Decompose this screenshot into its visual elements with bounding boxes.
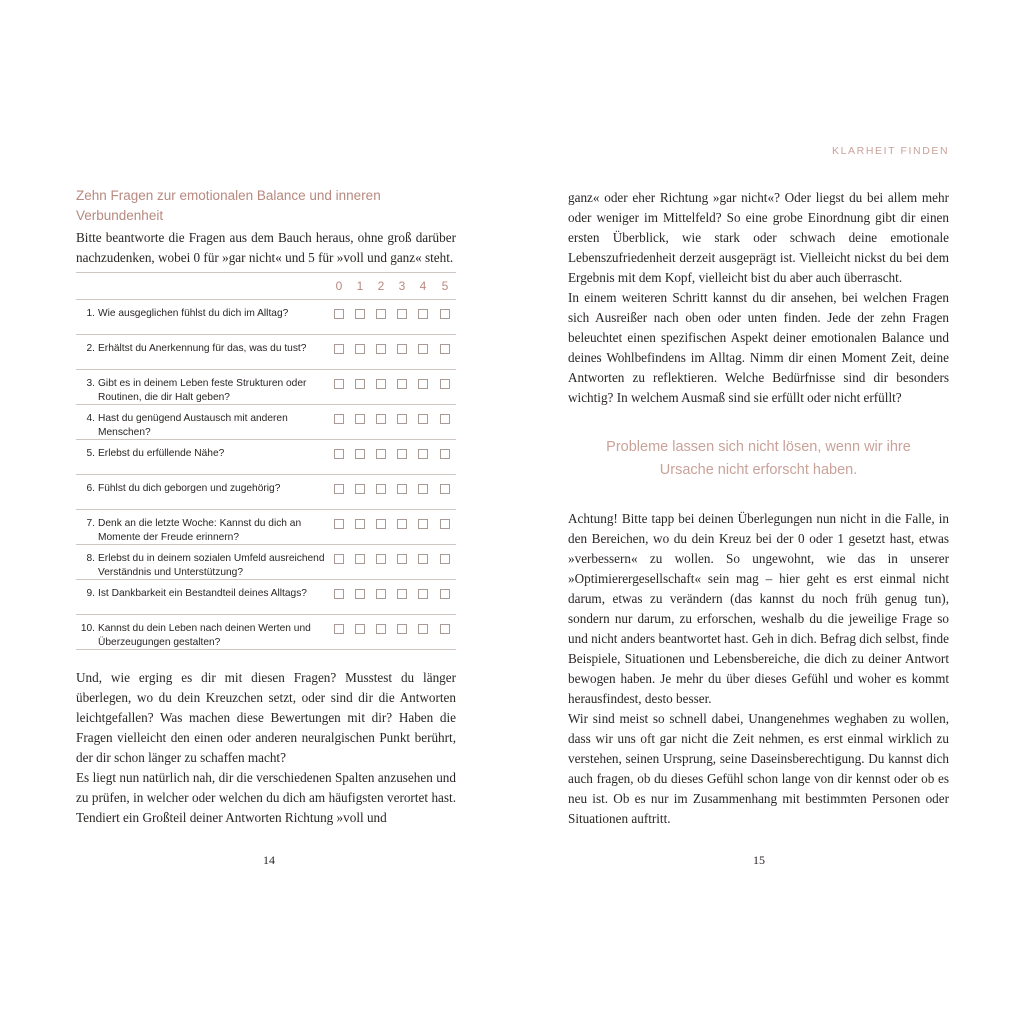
question-number: 4. — [86, 413, 95, 424]
scale-number: 2 — [377, 279, 385, 293]
left-body-text — [76, 668, 456, 828]
question-number: 3. — [86, 378, 95, 389]
table-row — [76, 510, 456, 545]
rating-checkbox-1[interactable] — [355, 519, 365, 529]
rating-checkbox-3[interactable] — [397, 589, 407, 599]
rating-checkbox-0[interactable] — [334, 484, 344, 494]
rating-checkbox-4[interactable] — [418, 554, 428, 564]
question-text: Denk an die letzte Woche: Kannst du dich an Momente der Freude erinnern? — [98, 518, 302, 543]
scale-number: 0 — [335, 279, 343, 293]
rating-checkbox-3[interactable] — [397, 344, 407, 354]
rating-checkbox-1[interactable] — [355, 379, 365, 389]
table-row — [76, 440, 456, 475]
rating-checkbox-2[interactable] — [376, 519, 386, 529]
table-row — [76, 545, 456, 580]
question-text: Hast du genügend Austausch mit anderen Menschen? — [98, 413, 288, 438]
rating-checkbox-4[interactable] — [418, 379, 428, 389]
rating-checkbox-5[interactable] — [440, 449, 450, 459]
question-number: 1. — [86, 308, 95, 319]
table-row — [76, 335, 456, 370]
question-number: 5. — [86, 448, 95, 459]
rating-checkbox-4[interactable] — [418, 344, 428, 354]
rating-checkbox-4[interactable] — [418, 589, 428, 599]
scale-header — [76, 272, 456, 300]
paragraph: Achtung! Bitte tapp bei deinen Überlegungen nun nicht in die Falle, in den Bereichen, wo du dein Kreuz bei der 0 oder 1 gesetzt hast, etwas »verbessern« zu wollen. So ungewohnt, wie das in unserer »Optimierergesellschaft« sein mag – hier geht es erst einmal nicht darum, etwas zu verändern (das kannst du noch früh genug tun), sondern nur darum, zu erforschen, weshalb du die jeweilige Frage so und nicht anders beantwortet hast. Geh in dich. Befrag dich selbst, finde Beispiele, Situationen und Lebensbereiche, die dich zu deiner Antwort bewogen haben. Je mehr du über dieses Gefühl und woher es kommt herausfindest, desto besser. — [568, 511, 949, 706]
question-text: Erhältst du Anerkennung für das, was du tust? — [98, 343, 307, 354]
rating-checkbox-3[interactable] — [397, 554, 407, 564]
scale-number: 1 — [356, 279, 364, 293]
rating-checkbox-2[interactable] — [376, 449, 386, 459]
question-text: Erlebst du in deinem sozialen Umfeld ausreichend Verständnis und Unterstützung? — [98, 553, 325, 578]
scale-number: 3 — [398, 279, 406, 293]
table-row — [76, 615, 456, 650]
table-row — [76, 580, 456, 615]
question-text: Wie ausgeglichen fühlst du dich im Alltag? — [98, 308, 289, 319]
rating-checkbox-1[interactable] — [355, 624, 365, 634]
rating-checkbox-5[interactable] — [440, 589, 450, 599]
rating-checkbox-5[interactable] — [440, 379, 450, 389]
rating-checkbox-5[interactable] — [440, 309, 450, 319]
question-number: 8. — [86, 553, 95, 564]
rating-checkbox-1[interactable] — [355, 484, 365, 494]
rating-checkbox-4[interactable] — [418, 414, 428, 424]
rating-checkbox-2[interactable] — [376, 589, 386, 599]
rating-checkbox-3[interactable] — [397, 414, 407, 424]
rating-checkbox-5[interactable] — [440, 344, 450, 354]
paragraph: In einem weiteren Schritt kannst du dir ansehen, bei welchen Fragen sich Ausreißer nach oben oder unten finden. Jede der zehn Fragen beleuchtet einen spezifischen Aspekt deiner emotionalen Balance und deines Wohlbefindens im Alltag. Nimm dir einen Moment Zeit, deine Antworten zu reflektieren. Welche Bedürfnisse sind dir besonders wichtig? In welchem Ausmaß sind sie erfüllt oder nicht erfüllt? — [568, 290, 949, 405]
rating-checkbox-3[interactable] — [397, 309, 407, 319]
rating-checkbox-5[interactable] — [440, 414, 450, 424]
rating-checkbox-1[interactable] — [355, 414, 365, 424]
rating-checkbox-5[interactable] — [440, 554, 450, 564]
section-title: Zehn Fragen zur emotionalen Balance und inneren Verbundenheit — [76, 188, 381, 223]
question-number: 7. — [86, 518, 95, 529]
rating-checkbox-3[interactable] — [397, 449, 407, 459]
question-text: Gibt es in deinem Leben feste Strukturen oder Routinen, die dir Halt geben? — [98, 378, 307, 403]
rating-checkbox-2[interactable] — [376, 309, 386, 319]
rating-checkbox-2[interactable] — [376, 379, 386, 389]
table-row — [76, 300, 456, 335]
table-row — [76, 370, 456, 405]
rating-checkbox-0[interactable] — [334, 624, 344, 634]
question-number: 10. — [80, 623, 95, 634]
rating-checkbox-0[interactable] — [334, 449, 344, 459]
rating-checkbox-4[interactable] — [418, 519, 428, 529]
rating-checkbox-3[interactable] — [397, 624, 407, 634]
intro-text: Bitte beantworte die Fragen aus dem Bauch heraus, ohne groß darüber nachzudenken, wobei 0 für »gar nicht« und 5 für »voll und ganz« steht. — [76, 230, 456, 265]
rating-checkbox-4[interactable] — [418, 484, 428, 494]
rating-checkbox-5[interactable] — [440, 624, 450, 634]
page-number: 14 — [263, 853, 275, 867]
question-text: Fühlst du dich geborgen und zugehörig? — [98, 483, 281, 494]
right-body-text-top — [568, 188, 949, 408]
question-text: Ist Dankbarkeit ein Bestandteil deines Alltags? — [98, 588, 307, 599]
rating-checkbox-1[interactable] — [355, 554, 365, 564]
questionnaire-table — [76, 272, 456, 650]
table-row — [76, 405, 456, 440]
rating-checkbox-1[interactable] — [355, 344, 365, 354]
running-head: KLARHEIT FINDEN — [832, 145, 950, 157]
rating-checkbox-0[interactable] — [334, 554, 344, 564]
question-text: Erlebst du erfüllende Nähe? — [98, 448, 225, 459]
rating-checkbox-0[interactable] — [334, 344, 344, 354]
rating-checkbox-5[interactable] — [440, 484, 450, 494]
rating-checkbox-0[interactable] — [334, 589, 344, 599]
paragraph: Es liegt nun natürlich nah, dir die verschiedenen Spalten anzusehen und zu prüfen, in welcher oder welchen du dich am häufigsten verortet hast. Tendiert ein Großteil deiner Antworten Richtung »voll und — [76, 770, 456, 825]
paragraph: Wir sind meist so schnell dabei, Unangenehmes weghaben zu wollen, dass wir uns oft gar nicht die Zeit nehmen, es erst einmal wirklich zu verstehen, seinen Ursprung, seine Daseinsberechtigung. Du kannst dich auch fragen, ob du dieses Gefühl schon lange von dir kennst oder ob es neu ist. Ob es nur im Zusammenhang mit bestimmten Personen oder Situationen auftritt. — [568, 711, 949, 826]
rating-checkbox-4[interactable] — [418, 624, 428, 634]
rating-checkbox-0[interactable] — [334, 519, 344, 529]
rating-checkbox-0[interactable] — [334, 309, 344, 319]
question-number: 2. — [86, 343, 95, 354]
page-number: 15 — [753, 853, 765, 867]
rating-checkbox-3[interactable] — [397, 484, 407, 494]
rating-checkbox-2[interactable] — [376, 484, 386, 494]
rating-checkbox-5[interactable] — [440, 519, 450, 529]
rating-checkbox-2[interactable] — [376, 344, 386, 354]
rating-checkbox-1[interactable] — [355, 449, 365, 459]
question-number: 6. — [86, 483, 95, 494]
rating-checkbox-3[interactable] — [397, 379, 407, 389]
paragraph: Und, wie erging es dir mit diesen Fragen? Musstest du länger überlegen, wo du dein Kreuzchen setzt, oder sind dir die Antworten leichtgefallen? Was machen diese Bewertungen mit dir? Haben die Fragen vielleicht den einen oder anderen neuralgischen Punkt berührt, der dir schon länger zu schaffen macht? — [76, 670, 456, 765]
question-number: 9. — [86, 588, 95, 599]
scale-number: 5 — [441, 279, 449, 293]
rating-checkbox-0[interactable] — [334, 414, 344, 424]
rating-checkbox-2[interactable] — [376, 554, 386, 564]
rating-checkbox-0[interactable] — [334, 379, 344, 389]
rating-checkbox-4[interactable] — [418, 309, 428, 319]
scale-number: 4 — [419, 279, 427, 293]
right-body-text-bottom — [568, 509, 949, 829]
paragraph: ganz« oder eher Richtung »gar nicht«? Oder liegst du bei allem mehr oder weniger im Mittelfeld? So eine grobe Einordnung gibt dir einen ersten Überblick, wie stark oder schwach deine emotionale Lebenszufriedenheit derzeit ausgeprägt ist. Vielleicht nickst du bei dem Ergebnis mit dem Kopf, vielleicht bist du aber auch überrascht. — [568, 190, 949, 285]
rating-checkbox-1[interactable] — [355, 309, 365, 319]
rating-checkbox-2[interactable] — [376, 624, 386, 634]
pull-quote: Probleme lassen sich nicht lösen, wenn wir ihre Ursache nicht erforscht haben. — [606, 439, 911, 478]
question-text: Kannst du dein Leben nach deinen Werten und Überzeugungen gestalten? — [98, 623, 311, 648]
rating-checkbox-1[interactable] — [355, 589, 365, 599]
rating-checkbox-3[interactable] — [397, 519, 407, 529]
table-row — [76, 475, 456, 510]
rating-checkbox-4[interactable] — [418, 449, 428, 459]
rating-checkbox-2[interactable] — [376, 414, 386, 424]
